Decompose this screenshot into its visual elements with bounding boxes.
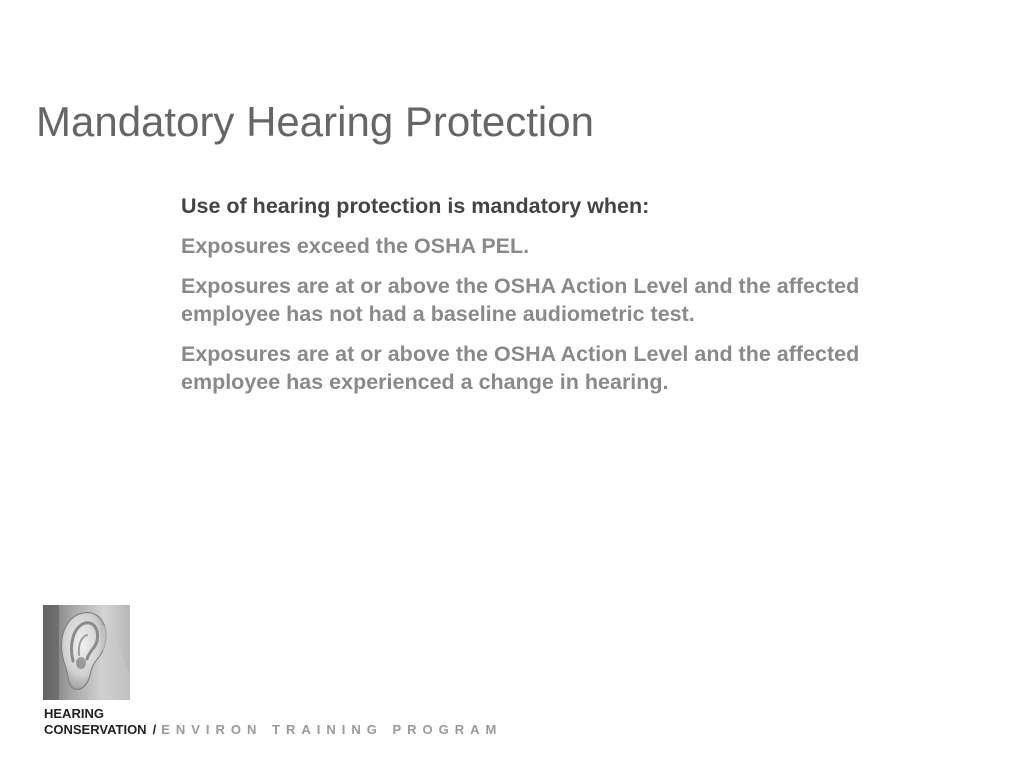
bullet-item: Exposures exceed the OSHA PEL. [181,234,530,258]
footer-conservation: CONSERVATION [44,722,147,737]
intro-text: Use of hearing protection is mandatory when: [181,194,650,218]
slide-title: Mandatory Hearing Protection [36,98,594,145]
bullet-item: Exposures are at or above the OSHA Action Level and the affected employee has not had a baseline audiometric test. [181,274,860,326]
ear-icon [43,605,130,700]
footer-line-2 [44,722,502,738]
bullet-item: Exposures are at or above the OSHA Action Level and the affected employee has experienced a change in hearing. [181,342,860,394]
slide-body [181,192,941,408]
footer-program: ENVIRON TRAINING PROGRAM [161,722,503,737]
footer-line-1: HEARING [44,706,104,721]
ear-photo [43,605,130,700]
footer-separator: / [152,722,157,737]
footer [44,706,502,738]
